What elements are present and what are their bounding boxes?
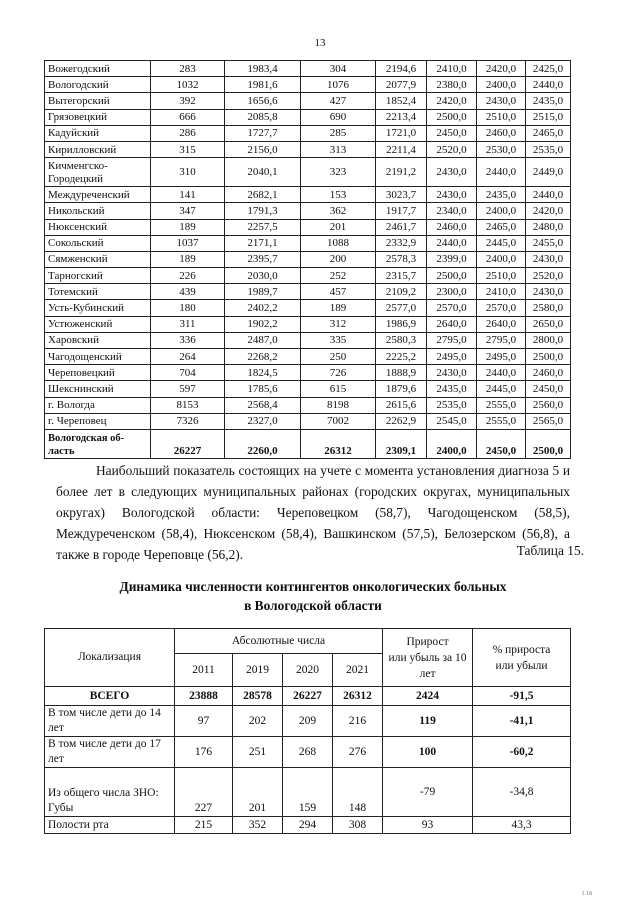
cell-value: 308 xyxy=(333,817,383,834)
cell-value: 264 xyxy=(151,349,225,365)
cell-value: 2615,6 xyxy=(376,397,427,413)
cell-value: 2450,0 xyxy=(427,125,477,141)
cell-value: 2480,0 xyxy=(526,219,571,235)
cell-value: 2435,0 xyxy=(427,381,477,397)
table-row xyxy=(45,77,571,93)
header-pct-line-2: или убыли xyxy=(495,659,548,672)
table-row xyxy=(45,235,571,251)
cell-value: 1727,7 xyxy=(225,125,301,141)
district-name: Тарногский xyxy=(45,268,151,284)
cell-value: 1986,9 xyxy=(376,316,427,332)
cell-value: 1824,5 xyxy=(225,365,301,381)
cell-value: 615 xyxy=(301,381,376,397)
cell-value: 2402,2 xyxy=(225,300,301,316)
cell-value: 2565,0 xyxy=(526,413,571,429)
cell-value: 690 xyxy=(301,109,376,125)
cell-value: 2420,0 xyxy=(427,93,477,109)
table-row xyxy=(45,125,571,141)
cell-value: 2500,0 xyxy=(526,429,571,458)
district-name: Череповецкий xyxy=(45,365,151,381)
cell-value: 666 xyxy=(151,109,225,125)
header-year: 2020 xyxy=(283,654,333,687)
cell-value: 2225,2 xyxy=(376,349,427,365)
cell-value: 2410,0 xyxy=(427,61,477,77)
cell-value: 2460,0 xyxy=(477,125,526,141)
cell-value: 1981,6 xyxy=(225,77,301,93)
cell-value: 2560,0 xyxy=(526,397,571,413)
row-label: В том числе дети до 17 лет xyxy=(45,737,175,768)
district-name: Кирилловский xyxy=(45,141,151,157)
cell-value: 2568,4 xyxy=(225,397,301,413)
cell-value: 2500,0 xyxy=(526,349,571,365)
cell-value: 285 xyxy=(301,125,376,141)
cell-pct: -60,2 xyxy=(473,737,571,768)
cell-value: 1721,0 xyxy=(376,125,427,141)
cell-value: 7326 xyxy=(151,413,225,429)
cell-value: 1983,4 xyxy=(225,61,301,77)
cell-value: 439 xyxy=(151,284,225,300)
cell-value: 2535,0 xyxy=(526,141,571,157)
table-row xyxy=(45,397,571,413)
cell-value: 286 xyxy=(151,125,225,141)
cell-growth: 93 xyxy=(383,817,473,834)
table-row xyxy=(45,349,571,365)
cell-value: 1917,7 xyxy=(376,203,427,219)
footer-mark: 1.18 xyxy=(581,891,592,897)
cell-value: 2455,0 xyxy=(526,235,571,251)
cell-value: 2465,0 xyxy=(477,219,526,235)
cell-value: 2795,0 xyxy=(477,332,526,348)
cell-value: 312 xyxy=(301,316,376,332)
cell-value: 2400,0 xyxy=(427,429,477,458)
cell-pct: -41,1 xyxy=(473,706,571,737)
table-row xyxy=(45,413,571,429)
cell-value: 2580,3 xyxy=(376,332,427,348)
cell-value: 148 xyxy=(333,768,383,817)
cell-value: 2449,0 xyxy=(526,158,571,187)
table-row xyxy=(45,219,571,235)
cell-value: 215 xyxy=(175,817,233,834)
cell-value: 189 xyxy=(151,251,225,267)
row-label: В том числе дети до 14 лет xyxy=(45,706,175,737)
cell-growth: 100 xyxy=(383,737,473,768)
cell-value: 2420,0 xyxy=(526,203,571,219)
header-year: 2019 xyxy=(233,654,283,687)
cell-value: 2430,0 xyxy=(526,251,571,267)
table-row xyxy=(45,284,571,300)
cell-value: 2400,0 xyxy=(477,251,526,267)
table-row xyxy=(45,316,571,332)
cell-value: 2578,3 xyxy=(376,251,427,267)
cell-value: 97 xyxy=(175,706,233,737)
cell-value: 2535,0 xyxy=(427,397,477,413)
cell-value: 2315,7 xyxy=(376,268,427,284)
cell-value: 141 xyxy=(151,187,225,203)
table-row-total xyxy=(45,429,571,458)
cell-value: 2430,0 xyxy=(477,93,526,109)
cell-value: 347 xyxy=(151,203,225,219)
cell-value: 1088 xyxy=(301,235,376,251)
district-name: Устюженский xyxy=(45,316,151,332)
cell-value: 2577,0 xyxy=(376,300,427,316)
cell-value: 2030,0 xyxy=(225,268,301,284)
district-name: Кичменгско-Городецкий xyxy=(45,158,151,187)
cell-value: 159 xyxy=(283,768,333,817)
table-number: Таблица 15. xyxy=(516,543,584,558)
row-label-zno: Из общего числа ЗНО: xyxy=(48,787,159,799)
cell-value: 176 xyxy=(175,737,233,768)
cell-value: 2340,0 xyxy=(427,203,477,219)
table-title xyxy=(56,577,570,615)
cell-value: 2435,0 xyxy=(526,93,571,109)
cell-value: 2430,0 xyxy=(526,284,571,300)
cell-value: 227 xyxy=(175,768,233,817)
cell-value: 226 xyxy=(151,268,225,284)
cell-value: 26227 xyxy=(151,429,225,458)
row-label: Полости рта xyxy=(45,817,175,834)
cell-value: 323 xyxy=(301,158,376,187)
cell-value: 2650,0 xyxy=(526,316,571,332)
header-growth-line-2: или убыль за 10 лет xyxy=(388,651,467,680)
cell-value: 2040,1 xyxy=(225,158,301,187)
cell-value: 2461,7 xyxy=(376,219,427,235)
district-name: г. Вологда xyxy=(45,397,151,413)
districts-table xyxy=(44,60,571,459)
header-absolute: Абсолютные числа xyxy=(175,629,383,654)
cell-value: 2257,5 xyxy=(225,219,301,235)
district-name: Грязовецкий xyxy=(45,109,151,125)
cell-value: 2530,0 xyxy=(477,141,526,157)
cell-value: 251 xyxy=(233,737,283,768)
table-row xyxy=(45,93,571,109)
table-title-line-1: Динамика численности контингентов онкологических больных xyxy=(119,579,507,594)
cell-value: 1032 xyxy=(151,77,225,93)
cell-value: 189 xyxy=(151,219,225,235)
cell-value: 1989,7 xyxy=(225,284,301,300)
cell-value: 427 xyxy=(301,93,376,109)
cell-value: 2440,0 xyxy=(526,187,571,203)
cell-value: 7002 xyxy=(301,413,376,429)
cell-value: 392 xyxy=(151,93,225,109)
cell-value: 153 xyxy=(301,187,376,203)
cell-value: 2440,0 xyxy=(526,77,571,93)
cell-value: 26312 xyxy=(301,429,376,458)
cell-value: 1852,4 xyxy=(376,93,427,109)
cell-value: 201 xyxy=(301,219,376,235)
cell-value: 2268,2 xyxy=(225,349,301,365)
header-localization: Локализация xyxy=(45,629,175,687)
cell-value: 2399,0 xyxy=(427,251,477,267)
district-name: Междуреченский xyxy=(45,187,151,203)
table-row xyxy=(45,300,571,316)
district-name: Харовский xyxy=(45,332,151,348)
cell-value: 2570,0 xyxy=(477,300,526,316)
cell-value: 2570,0 xyxy=(427,300,477,316)
cell-value: 336 xyxy=(151,332,225,348)
cell-value: 2440,0 xyxy=(477,158,526,187)
table-row xyxy=(45,158,571,187)
row-label xyxy=(45,768,175,817)
cell-value: 2400,0 xyxy=(477,203,526,219)
cell-value: 189 xyxy=(301,300,376,316)
table-row-kids-14 xyxy=(45,706,571,737)
district-name: г. Череповец xyxy=(45,413,151,429)
cell-value: 1791,3 xyxy=(225,203,301,219)
cell-value: 2795,0 xyxy=(427,332,477,348)
table-row xyxy=(45,251,571,267)
cell-value: 352 xyxy=(233,817,283,834)
cell-value: 209 xyxy=(283,706,333,737)
cell-value: 26227 xyxy=(283,687,333,706)
cell-value: 2077,9 xyxy=(376,77,427,93)
district-name: Сямженский xyxy=(45,251,151,267)
cell-growth: 2424 xyxy=(383,687,473,706)
cell-value: 2380,0 xyxy=(427,77,477,93)
cell-value: 3023,7 xyxy=(376,187,427,203)
contingents-table xyxy=(44,628,571,834)
cell-value: 2440,0 xyxy=(427,235,477,251)
table-row xyxy=(45,268,571,284)
cell-value: 2171,1 xyxy=(225,235,301,251)
cell-value: 268 xyxy=(283,737,333,768)
district-name: Усть-Кубинский xyxy=(45,300,151,316)
cell-value: 1037 xyxy=(151,235,225,251)
cell-value: 2109,2 xyxy=(376,284,427,300)
cell-value: 2332,9 xyxy=(376,235,427,251)
header-year: 2011 xyxy=(175,654,233,687)
cell-pct: -34,8 xyxy=(473,768,571,817)
cell-value: 2445,0 xyxy=(477,235,526,251)
cell-value: 2430,0 xyxy=(427,187,477,203)
cell-value: 2515,0 xyxy=(526,109,571,125)
cell-value: 726 xyxy=(301,365,376,381)
header-pct xyxy=(473,629,571,687)
header-year: 2021 xyxy=(333,654,383,687)
cell-value: 2460,0 xyxy=(526,365,571,381)
district-name: Вологодская об-ласть xyxy=(45,429,151,458)
cell-value: 2450,0 xyxy=(477,429,526,458)
cell-value: 362 xyxy=(301,203,376,219)
cell-value: 250 xyxy=(301,349,376,365)
cell-value: 283 xyxy=(151,61,225,77)
cell-value: 2260,0 xyxy=(225,429,301,458)
cell-value: 2495,0 xyxy=(427,349,477,365)
table-row-total xyxy=(45,687,571,706)
cell-value: 2420,0 xyxy=(477,61,526,77)
summary-paragraph: Наибольший показатель состоящих на учете с момента установления диагноза 5 и более лет в следующих муниципальных районах (городских округах, муниципальных округах) Вологодской области: Череповецком (58,7), Чагодощенском (58,5), Междуреченском (58,4), Нюксенском (58,4), Вашкинском (57,5), Белозерском (56,8), а также в городе Череповце (56,2). xyxy=(56,463,570,562)
cell-value: 2445,0 xyxy=(477,381,526,397)
cell-value: 26312 xyxy=(333,687,383,706)
row-label-lips: Губы xyxy=(48,802,74,814)
cell-value: 2395,7 xyxy=(225,251,301,267)
district-name: Вожегодский xyxy=(45,61,151,77)
table-row-mouth xyxy=(45,817,571,834)
cell-value: 8153 xyxy=(151,397,225,413)
cell-value: 2430,0 xyxy=(427,365,477,381)
cell-value: 202 xyxy=(233,706,283,737)
cell-value: 28578 xyxy=(233,687,283,706)
cell-value: 2640,0 xyxy=(427,316,477,332)
cell-value: 2682,1 xyxy=(225,187,301,203)
cell-value: 2510,0 xyxy=(477,268,526,284)
cell-value: 1785,6 xyxy=(225,381,301,397)
cell-value: 2580,0 xyxy=(526,300,571,316)
cell-value: 201 xyxy=(233,768,283,817)
cell-value: 315 xyxy=(151,141,225,157)
cell-value: 2400,0 xyxy=(477,77,526,93)
table-row xyxy=(45,381,571,397)
cell-value: 2465,0 xyxy=(526,125,571,141)
table-row xyxy=(45,141,571,157)
cell-value: 2327,0 xyxy=(225,413,301,429)
cell-pct: -91,5 xyxy=(473,687,571,706)
table-row-lips xyxy=(45,768,571,817)
cell-value: 457 xyxy=(301,284,376,300)
district-name: Кадуйский xyxy=(45,125,151,141)
cell-value: 2430,0 xyxy=(427,158,477,187)
cell-value: 1656,6 xyxy=(225,93,301,109)
row-label: ВСЕГО xyxy=(45,687,175,706)
district-name: Никольский xyxy=(45,203,151,219)
table-row xyxy=(45,187,571,203)
header-growth xyxy=(383,629,473,687)
cell-value: 23888 xyxy=(175,687,233,706)
cell-value: 2262,9 xyxy=(376,413,427,429)
cell-value: 2520,0 xyxy=(427,141,477,157)
cell-value: 2425,0 xyxy=(526,61,571,77)
district-name: Вологодский xyxy=(45,77,151,93)
cell-growth: -79 xyxy=(383,768,473,817)
page-number: 13 xyxy=(314,37,326,49)
cell-value: 180 xyxy=(151,300,225,316)
table-row xyxy=(45,109,571,125)
table-row xyxy=(45,61,571,77)
cell-growth: 119 xyxy=(383,706,473,737)
cell-value: 2495,0 xyxy=(477,349,526,365)
cell-value: 200 xyxy=(301,251,376,267)
cell-value: 276 xyxy=(333,737,383,768)
cell-value: 2545,0 xyxy=(427,413,477,429)
cell-value: 304 xyxy=(301,61,376,77)
cell-value: 704 xyxy=(151,365,225,381)
cell-value: 2555,0 xyxy=(477,413,526,429)
cell-value: 1076 xyxy=(301,77,376,93)
cell-value: 2450,0 xyxy=(526,381,571,397)
table-row-kids-17 xyxy=(45,737,571,768)
district-name: Сокольский xyxy=(45,235,151,251)
cell-value: 597 xyxy=(151,381,225,397)
cell-value: 335 xyxy=(301,332,376,348)
cell-value: 2487,0 xyxy=(225,332,301,348)
cell-value: 2300,0 xyxy=(427,284,477,300)
cell-value: 2640,0 xyxy=(477,316,526,332)
table-row xyxy=(45,203,571,219)
cell-value: 2500,0 xyxy=(427,268,477,284)
district-name: Нюксенский xyxy=(45,219,151,235)
cell-value: 1902,2 xyxy=(225,316,301,332)
cell-value: 8198 xyxy=(301,397,376,413)
cell-value: 2194,6 xyxy=(376,61,427,77)
cell-value: 2156,0 xyxy=(225,141,301,157)
cell-value: 2510,0 xyxy=(477,109,526,125)
cell-value: 310 xyxy=(151,158,225,187)
table-title-line-2: в Вологодской области xyxy=(244,598,382,613)
cell-value: 1879,6 xyxy=(376,381,427,397)
cell-value: 313 xyxy=(301,141,376,157)
district-name: Шекснинский xyxy=(45,381,151,397)
cell-value: 2085,8 xyxy=(225,109,301,125)
cell-value: 2213,4 xyxy=(376,109,427,125)
district-name: Чагодощенский xyxy=(45,349,151,365)
cell-pct: 43,3 xyxy=(473,817,571,834)
table-row xyxy=(45,365,571,381)
cell-value: 311 xyxy=(151,316,225,332)
cell-value: 1888,9 xyxy=(376,365,427,381)
district-name: Вытегорский xyxy=(45,93,151,109)
cell-value: 2440,0 xyxy=(477,365,526,381)
cell-value: 2211,4 xyxy=(376,141,427,157)
cell-value: 2555,0 xyxy=(477,397,526,413)
cell-value: 2800,0 xyxy=(526,332,571,348)
cell-value: 294 xyxy=(283,817,333,834)
cell-value: 2520,0 xyxy=(526,268,571,284)
table-row xyxy=(45,332,571,348)
cell-value: 216 xyxy=(333,706,383,737)
cell-value: 2309,1 xyxy=(376,429,427,458)
cell-value: 252 xyxy=(301,268,376,284)
header-pct-line-1: % прироста xyxy=(492,643,551,656)
cell-value: 2191,2 xyxy=(376,158,427,187)
cell-value: 2410,0 xyxy=(477,284,526,300)
district-name: Тотемский xyxy=(45,284,151,300)
cell-value: 2460,0 xyxy=(427,219,477,235)
cell-value: 2500,0 xyxy=(427,109,477,125)
cell-value: 2435,0 xyxy=(477,187,526,203)
header-growth-line-1: Прирост xyxy=(406,635,449,648)
